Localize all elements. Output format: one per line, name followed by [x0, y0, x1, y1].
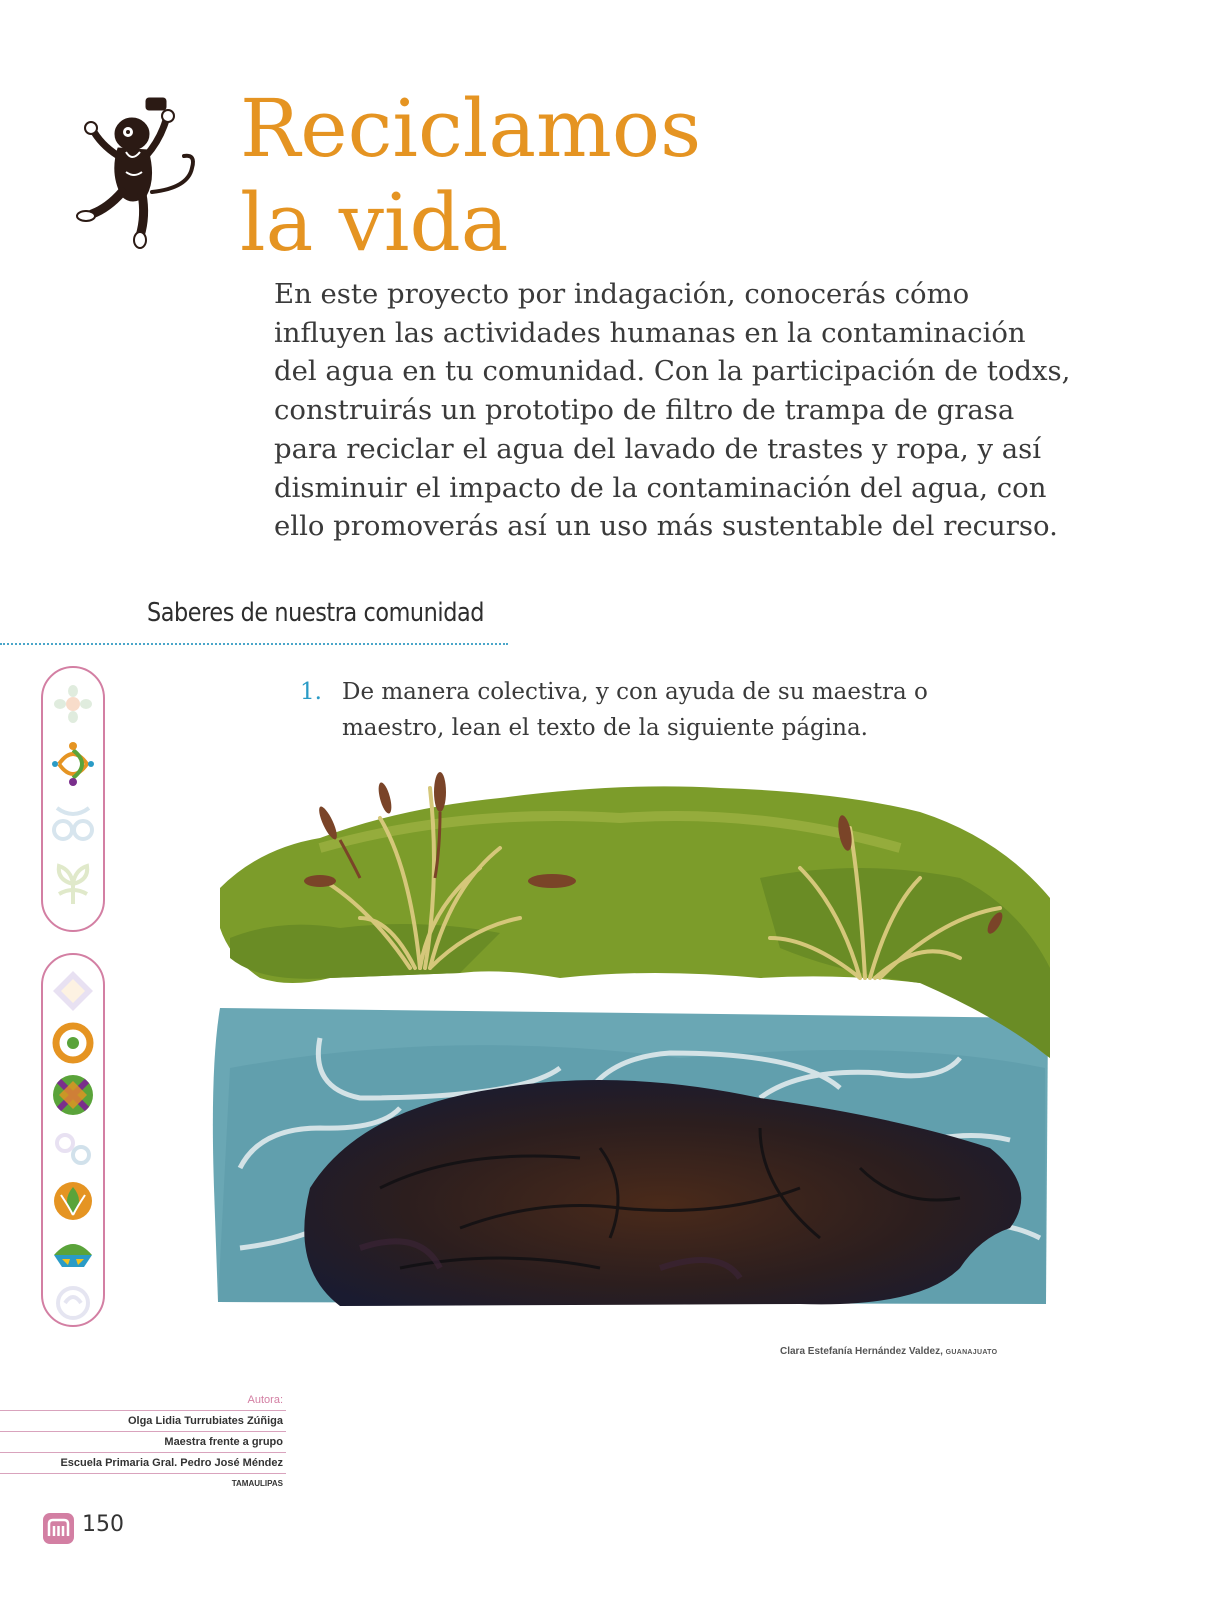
page-number: 150 [82, 1512, 124, 1537]
swirl-icon [53, 1283, 93, 1323]
activity-number: 1. [300, 679, 322, 705]
title-line-2: la vida [240, 176, 509, 269]
author-block [0, 1390, 286, 1494]
side-tab-ejes [41, 953, 105, 1327]
link-rings-icon [51, 1127, 95, 1171]
illustration-credit [780, 1346, 997, 1357]
activity-item [300, 674, 1000, 746]
author-role: Maestra frente a grupo [0, 1432, 286, 1453]
orange-ring-icon [51, 1021, 95, 1065]
activity-text: De manera colectiva, y con ayuda de su maestra o maestro, lean el texto de la siguiente página. [342, 679, 928, 741]
credit-name: Clara Estefanía Hernández Valdez, [780, 1346, 943, 1357]
folio-glyph-icon [42, 1512, 75, 1545]
dome-icon [50, 1231, 96, 1275]
side-tab-campos [41, 666, 105, 932]
credit-state: GUANAJUATO [945, 1349, 998, 1356]
monkey-mascot-icon [70, 92, 205, 252]
author-label: Autora: [247, 1394, 283, 1406]
people-circle-icon [49, 740, 97, 788]
woven-square-icon [51, 1073, 95, 1117]
section-heading: Saberes de nuestra comunidad [147, 598, 484, 628]
section-divider [0, 643, 508, 645]
page-title [240, 82, 701, 270]
author-state: TAMAULIPAS [231, 1479, 283, 1488]
flower-icon [51, 682, 95, 726]
polluted-pond-illustration [200, 768, 1060, 1320]
title-line-1: Reciclamos [240, 82, 702, 175]
author-school: Escuela Primaria Gral. Pedro José Méndez [0, 1453, 286, 1474]
diamond-icon [51, 969, 95, 1013]
sprout-icon [49, 860, 97, 908]
author-name: Olga Lidia Turrubiates Zúñiga [0, 1411, 286, 1432]
rings-icon [49, 800, 97, 848]
lotus-icon [51, 1179, 95, 1223]
author-label-row [0, 1390, 286, 1411]
intro-paragraph: En este proyecto por indagación, conocerás cómo influyen las actividades humanas en la contaminación del agua en tu comunidad. Con la participación de todxs, construirás un prototipo de filtro de trampa de grasa para reciclar el agua del lavado de trastes y ropa, y así disminuir el impacto de la contaminación del agua, con ello promoverás así un uso más sustentable del recurso. [274, 278, 1071, 543]
